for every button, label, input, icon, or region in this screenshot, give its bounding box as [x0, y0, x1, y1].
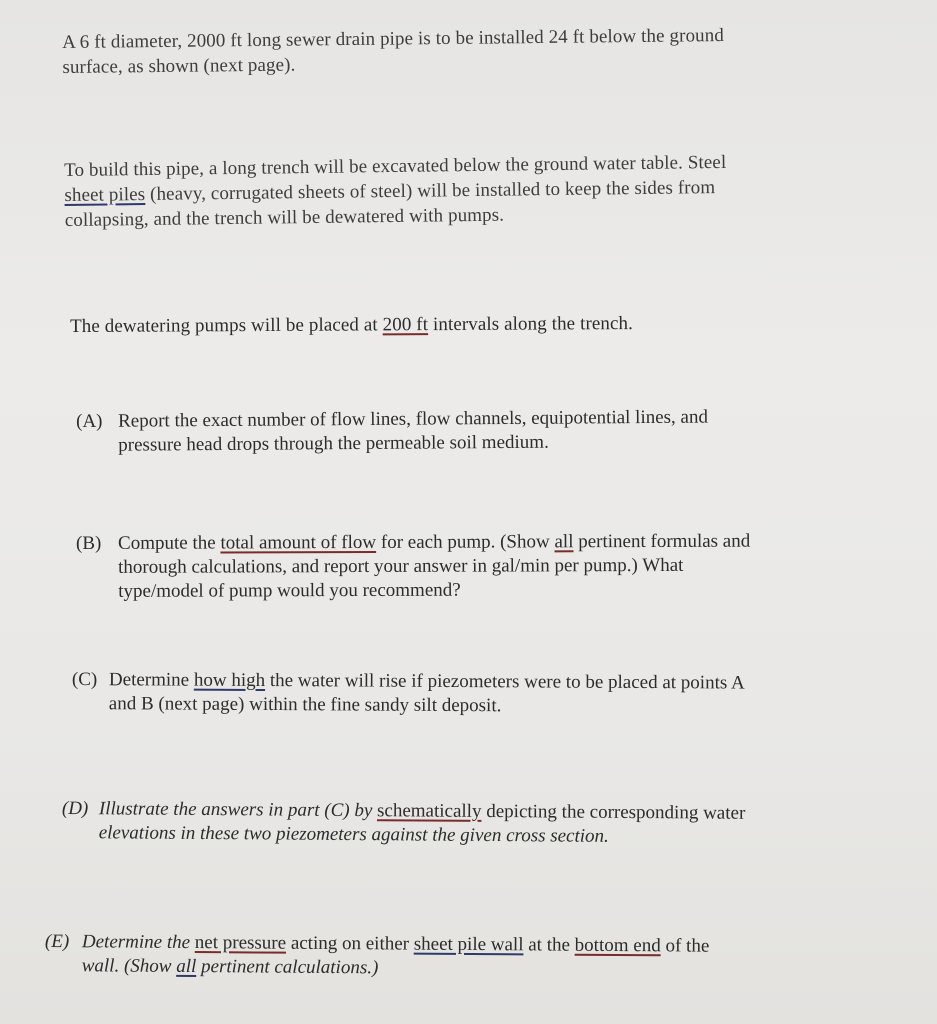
- question-b-line-1: [118, 529, 876, 556]
- underlined-how-high: how high: [193, 669, 266, 692]
- question-b-text-a: Compute the: [118, 532, 221, 554]
- intro-line-1: A 6 ft diameter, 2000 ft long sewer drain pipe is to be installed 24 ft below the ground: [62, 25, 725, 53]
- question-b-text-b: for each pump. (Show: [376, 531, 555, 553]
- question-d-letter: (D): [61, 798, 89, 820]
- question-a-letter: (A): [76, 410, 103, 432]
- underlined-all: all: [554, 531, 574, 553]
- question-d-text-b: depicting the corresponding water: [481, 800, 746, 824]
- question-e-text-a: Determine the: [81, 931, 195, 954]
- question-d-text-a: Illustrate the answers in part (C) by: [98, 798, 378, 822]
- underlined-200-ft: 200 ft: [382, 314, 429, 336]
- question-a-line-1: Report the exact number of flow lines, flow channels, equipotential lines, and: [118, 406, 709, 432]
- question-b: [76, 529, 876, 604]
- question-b-text-c: pertinent formulas and: [573, 530, 751, 553]
- trench-paragraph: [64, 148, 885, 233]
- intro-paragraph: [62, 21, 882, 80]
- question-e-text-e: wall. (Show: [81, 955, 177, 977]
- underlined-sheet-piles: sheet piles: [64, 184, 146, 206]
- underlined-bottom-end: bottom end: [574, 934, 661, 957]
- question-e-text-d: of the: [660, 935, 710, 957]
- pumps-paragraph: [70, 310, 890, 339]
- underlined-net-pressure: net pressure: [194, 932, 287, 954]
- question-c-text-a: Determine: [108, 669, 194, 691]
- question-e-letter: (E): [44, 931, 70, 953]
- question-c: [72, 668, 872, 720]
- pumps-text-a: The dewatering pumps will be placed at: [70, 314, 383, 337]
- trench-line-1: To build this pipe, a long trench will be excavated below the ground water table. Steel: [64, 151, 727, 181]
- question-e-line-2: [82, 954, 905, 984]
- question-e: [45, 930, 905, 984]
- intro-line-2: surface, as shown (next page).: [62, 54, 296, 78]
- question-e-text-c: at the: [523, 934, 575, 956]
- question-d-line-2: elevations in these two piezometers against the given cross section.: [98, 822, 609, 847]
- question-c-text-b: the water will rise if piezometers were to be placed at points A: [265, 670, 745, 694]
- underlined-all-e: all: [176, 955, 197, 978]
- question-a: [76, 404, 876, 458]
- question-b-line-2: thorough calculations, and report your answer in gal/min per pump.) What: [118, 554, 684, 578]
- question-d: [62, 797, 862, 851]
- question-e-text-f: pertinent calculations.): [196, 956, 379, 979]
- question-a-line-2: pressure head drops through the permeable soil medium.: [118, 431, 549, 456]
- underlined-total-amount-of-flow: total amount of flow: [220, 531, 377, 554]
- pumps-text-b: intervals along the trench.: [428, 313, 634, 336]
- trench-line-3: collapsing, and the trench will be dewatered with pumps.: [64, 204, 505, 231]
- question-e-text-b: acting on either: [286, 932, 414, 955]
- underlined-schematically: schematically: [376, 800, 482, 822]
- question-c-line-2: and B (next page) within the fine sandy silt deposit.: [108, 693, 502, 717]
- question-c-letter: (C): [71, 669, 98, 691]
- question-b-line-3: type/model of pump would you recommend?: [118, 579, 461, 602]
- underlined-sheet-pile-wall: sheet pile wall: [413, 933, 524, 956]
- question-b-letter: (B): [76, 532, 102, 554]
- trench-line-2-rest: (heavy, corrugated sheets of steel) will be installed to keep the sides from: [145, 177, 716, 206]
